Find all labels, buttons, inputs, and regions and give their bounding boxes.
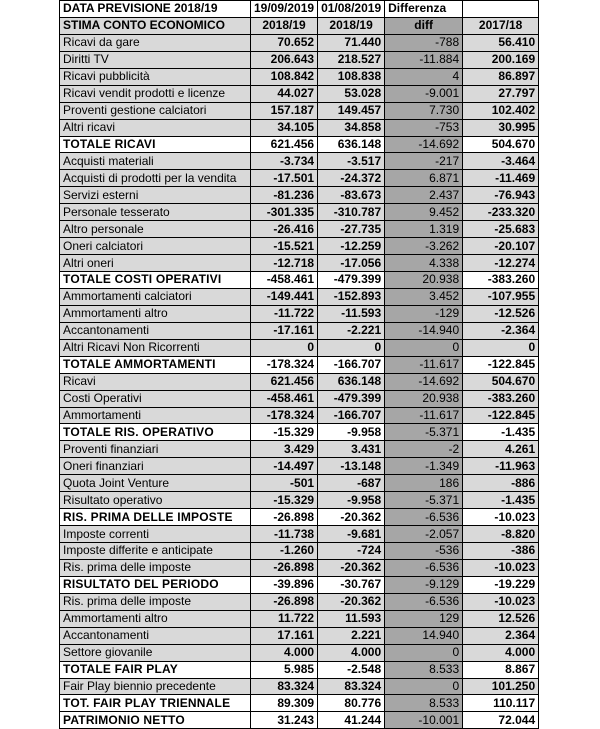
value-difference: -14.692 — [385, 373, 463, 390]
value-difference: -11.884 — [385, 51, 463, 68]
value-forecast: -26.898 — [251, 593, 318, 610]
value-prior-year: 504.670 — [463, 136, 539, 153]
table-row — [60, 526, 539, 543]
row-label: Servizi esterni — [60, 187, 251, 204]
value-difference: 20.938 — [385, 390, 463, 407]
value-difference: -9.129 — [385, 576, 463, 593]
value-forecast: -11.722 — [251, 305, 318, 322]
value-difference: 6.871 — [385, 170, 463, 187]
value-forecast: -17.501 — [251, 170, 318, 187]
value-prior-year: -1.435 — [463, 492, 539, 509]
value-difference: 1.319 — [385, 221, 463, 238]
table-row — [60, 119, 539, 136]
value-forecast: -26.898 — [251, 509, 318, 526]
value-forecast: -458.461 — [251, 390, 318, 407]
value-prior-year: -386 — [463, 543, 539, 560]
title-label: DATA PREVISIONE 2018/19 — [60, 1, 251, 18]
value-previous: 11.593 — [318, 610, 385, 627]
table-row — [60, 153, 539, 170]
value-forecast: -15.329 — [251, 492, 318, 509]
value-forecast: -15.329 — [251, 424, 318, 441]
row-label: Ammortamenti calciatori — [60, 288, 251, 305]
table-row — [60, 221, 539, 238]
value-prior-year: 86.897 — [463, 68, 539, 85]
value-prior-year: -383.260 — [463, 272, 539, 289]
value-previous: 0 — [318, 339, 385, 356]
row-label: Accantonamenti — [60, 627, 251, 644]
value-difference: 3.452 — [385, 288, 463, 305]
value-forecast: 31.243 — [251, 712, 318, 729]
value-prior-year: 27.797 — [463, 85, 539, 102]
row-label: RISULTATO DEL PERIODO — [60, 576, 251, 593]
table-row — [60, 322, 539, 339]
table-row — [60, 102, 539, 119]
value-previous: 2.221 — [318, 627, 385, 644]
value-prior-year: -11.963 — [463, 458, 539, 475]
total-row — [60, 272, 539, 289]
value-prior-year: -886 — [463, 475, 539, 492]
value-previous: 41.244 — [318, 712, 385, 729]
value-previous: -11.593 — [318, 305, 385, 322]
value-prior-year: -383.260 — [463, 390, 539, 407]
value-previous: -83.673 — [318, 187, 385, 204]
value-prior-year: 8.867 — [463, 661, 539, 678]
value-difference: -6.536 — [385, 593, 463, 610]
table-row — [60, 51, 539, 68]
value-difference: -6.536 — [385, 509, 463, 526]
value-forecast: -11.738 — [251, 526, 318, 543]
row-label: Oneri calciatori — [60, 238, 251, 255]
row-label: Risultato operativo — [60, 492, 251, 509]
value-difference: -1.349 — [385, 458, 463, 475]
table-row — [60, 610, 539, 627]
row-label: Personale tesserato — [60, 204, 251, 221]
value-previous: -310.787 — [318, 204, 385, 221]
value-previous: -20.362 — [318, 593, 385, 610]
value-forecast: 17.161 — [251, 627, 318, 644]
value-difference: -14.940 — [385, 322, 463, 339]
table-row — [60, 475, 539, 492]
row-label: Altri oneri — [60, 255, 251, 272]
value-previous: -479.399 — [318, 272, 385, 289]
header-row — [60, 17, 539, 34]
value-previous: -24.372 — [318, 170, 385, 187]
value-previous: -3.517 — [318, 153, 385, 170]
value-difference: -9.001 — [385, 85, 463, 102]
value-difference: -129 — [385, 305, 463, 322]
table-row — [60, 627, 539, 644]
value-difference: -5.371 — [385, 424, 463, 441]
row-label: Proventi gestione calciatori — [60, 102, 251, 119]
row-label: Ricavi da gare — [60, 34, 251, 51]
value-prior-year: -12.526 — [463, 305, 539, 322]
value-difference: 129 — [385, 610, 463, 627]
value-prior-year: 72.044 — [463, 712, 539, 729]
row-label: TOTALE COSTI OPERATIVI — [60, 272, 251, 289]
value-previous: -479.399 — [318, 390, 385, 407]
total-row — [60, 712, 539, 729]
row-label: Fair Play biennio precedente — [60, 678, 251, 695]
value-difference: -6.536 — [385, 559, 463, 576]
value-difference: 8.533 — [385, 661, 463, 678]
value-difference: -3.262 — [385, 238, 463, 255]
value-previous: -17.056 — [318, 255, 385, 272]
row-label: PATRIMONIO NETTO — [60, 712, 251, 729]
total-row — [60, 136, 539, 153]
value-prior-year: 30.995 — [463, 119, 539, 136]
value-forecast: -81.236 — [251, 187, 318, 204]
table-row — [60, 593, 539, 610]
value-forecast: -17.161 — [251, 322, 318, 339]
value-difference: 8.533 — [385, 695, 463, 712]
value-prior-year: -233.320 — [463, 204, 539, 221]
value-prior-year: -10.023 — [463, 559, 539, 576]
value-previous: -9.681 — [318, 526, 385, 543]
table-row — [60, 187, 539, 204]
value-previous: -724 — [318, 543, 385, 560]
value-difference: 0 — [385, 644, 463, 661]
value-prior-year: -122.845 — [463, 356, 539, 373]
value-prior-year: 110.117 — [463, 695, 539, 712]
row-label: Ricavi — [60, 373, 251, 390]
row-label: Imposte correnti — [60, 526, 251, 543]
value-difference: -11.617 — [385, 356, 463, 373]
value-forecast: -39.896 — [251, 576, 318, 593]
table-row — [60, 34, 539, 51]
value-prior-year: 101.250 — [463, 678, 539, 695]
value-forecast: -178.324 — [251, 356, 318, 373]
value-forecast: 4.000 — [251, 644, 318, 661]
value-difference: -753 — [385, 119, 463, 136]
table-row — [60, 305, 539, 322]
value-previous: 149.457 — [318, 102, 385, 119]
value-prior-year: -10.023 — [463, 509, 539, 526]
value-prior-year: -3.464 — [463, 153, 539, 170]
value-prior-year: -2.364 — [463, 322, 539, 339]
value-prior-year: 102.402 — [463, 102, 539, 119]
value-difference: 20.938 — [385, 272, 463, 289]
total-row — [60, 509, 539, 526]
title-row — [60, 1, 539, 18]
table-row — [60, 85, 539, 102]
table-row — [60, 204, 539, 221]
value-prior-year: 56.410 — [463, 34, 539, 51]
value-prior-year: -8.820 — [463, 526, 539, 543]
row-label: Ricavi pubblicità — [60, 68, 251, 85]
total-row — [60, 661, 539, 678]
table-row — [60, 559, 539, 576]
total-row — [60, 424, 539, 441]
value-prior-year: 504.670 — [463, 373, 539, 390]
value-difference: -788 — [385, 34, 463, 51]
value-previous: -687 — [318, 475, 385, 492]
value-previous: 636.148 — [318, 136, 385, 153]
value-previous: 3.431 — [318, 441, 385, 458]
row-label: Oneri finanziari — [60, 458, 251, 475]
value-prior-year: -76.943 — [463, 187, 539, 204]
row-label: Ris. prima delle imposte — [60, 559, 251, 576]
table-row — [60, 543, 539, 560]
header-label: STIMA CONTO ECONOMICO — [60, 17, 251, 34]
value-prior-year: -122.845 — [463, 407, 539, 424]
value-previous: 83.324 — [318, 678, 385, 695]
value-previous: -27.735 — [318, 221, 385, 238]
value-prior-year: -11.469 — [463, 170, 539, 187]
value-forecast: -14.497 — [251, 458, 318, 475]
value-previous: -20.362 — [318, 559, 385, 576]
value-previous: 108.838 — [318, 68, 385, 85]
value-forecast: -1.260 — [251, 543, 318, 560]
table-row — [60, 288, 539, 305]
value-forecast: 206.643 — [251, 51, 318, 68]
value-difference: -5.371 — [385, 492, 463, 509]
total-row — [60, 576, 539, 593]
value-forecast: -15.521 — [251, 238, 318, 255]
row-label: TOTALE AMMORTAMENTI — [60, 356, 251, 373]
value-difference: 0 — [385, 678, 463, 695]
value-prior-year: 200.169 — [463, 51, 539, 68]
table-row — [60, 441, 539, 458]
value-forecast: -458.461 — [251, 272, 318, 289]
value-previous: -30.767 — [318, 576, 385, 593]
value-prior-year: 4.000 — [463, 644, 539, 661]
value-difference: 4 — [385, 68, 463, 85]
title-difference: Differenza — [385, 1, 463, 18]
table-row — [60, 238, 539, 255]
value-forecast: 0 — [251, 339, 318, 356]
value-previous: 71.440 — [318, 34, 385, 51]
value-previous: -166.707 — [318, 356, 385, 373]
value-difference: -217 — [385, 153, 463, 170]
value-forecast: -301.335 — [251, 204, 318, 221]
value-difference: -10.001 — [385, 712, 463, 729]
row-label: Acquisti materiali — [60, 153, 251, 170]
value-difference: 9.452 — [385, 204, 463, 221]
table-row — [60, 458, 539, 475]
table-row — [60, 644, 539, 661]
value-prior-year: -12.274 — [463, 255, 539, 272]
value-difference: -536 — [385, 543, 463, 560]
row-label: Settore giovanile — [60, 644, 251, 661]
row-label: Diritti TV — [60, 51, 251, 68]
value-forecast: 70.652 — [251, 34, 318, 51]
value-previous: 4.000 — [318, 644, 385, 661]
value-prior-year: -10.023 — [463, 593, 539, 610]
row-label: TOT. FAIR PLAY TRIENNALE — [60, 695, 251, 712]
row-label: Altri ricavi — [60, 119, 251, 136]
value-difference: -14.692 — [385, 136, 463, 153]
value-forecast: 89.309 — [251, 695, 318, 712]
value-forecast: 34.105 — [251, 119, 318, 136]
value-forecast: -26.416 — [251, 221, 318, 238]
value-forecast: 44.027 — [251, 85, 318, 102]
value-forecast: 3.429 — [251, 441, 318, 458]
row-label: Accantonamenti — [60, 322, 251, 339]
row-label: Quota Joint Venture — [60, 475, 251, 492]
value-prior-year: 0 — [463, 339, 539, 356]
value-previous: 80.776 — [318, 695, 385, 712]
header-col-2: 2018/19 — [318, 17, 385, 34]
value-forecast: -178.324 — [251, 407, 318, 424]
table-row — [60, 390, 539, 407]
row-label: Altri Ricavi Non Ricorrenti — [60, 339, 251, 356]
title-date-2: 01/08/2019 — [318, 1, 385, 18]
total-row — [60, 695, 539, 712]
value-forecast: 108.842 — [251, 68, 318, 85]
row-label: Ammortamenti altro — [60, 305, 251, 322]
row-label: Proventi finanziari — [60, 441, 251, 458]
value-previous: -9.958 — [318, 492, 385, 509]
value-forecast: 11.722 — [251, 610, 318, 627]
value-previous: 53.028 — [318, 85, 385, 102]
value-difference: 186 — [385, 475, 463, 492]
value-forecast: -501 — [251, 475, 318, 492]
value-previous: -152.893 — [318, 288, 385, 305]
table-row — [60, 407, 539, 424]
row-label: TOTALE RIS. OPERATIVO — [60, 424, 251, 441]
table-row — [60, 373, 539, 390]
value-difference: 7.730 — [385, 102, 463, 119]
row-label: TOTALE RICAVI — [60, 136, 251, 153]
value-difference: 14.940 — [385, 627, 463, 644]
row-label: Ris. prima delle imposte — [60, 593, 251, 610]
value-prior-year: -19.229 — [463, 576, 539, 593]
value-prior-year: 4.261 — [463, 441, 539, 458]
value-forecast: 621.456 — [251, 136, 318, 153]
header-col-diff: diff — [385, 17, 463, 34]
value-previous: -20.362 — [318, 509, 385, 526]
value-forecast: -149.441 — [251, 288, 318, 305]
row-label: Costi Operativi — [60, 390, 251, 407]
value-prior-year: 12.526 — [463, 610, 539, 627]
value-prior-year: 2.364 — [463, 627, 539, 644]
total-row — [60, 356, 539, 373]
row-label: Altro personale — [60, 221, 251, 238]
header-col-1: 2018/19 — [251, 17, 318, 34]
value-previous: -13.148 — [318, 458, 385, 475]
value-difference: 4.338 — [385, 255, 463, 272]
value-forecast: -12.718 — [251, 255, 318, 272]
value-prior-year: -25.683 — [463, 221, 539, 238]
row-label: Ammortamenti altro — [60, 610, 251, 627]
value-prior-year: -20.107 — [463, 238, 539, 255]
title-date-1: 19/09/2019 — [251, 1, 318, 18]
value-forecast: 5.985 — [251, 661, 318, 678]
value-difference: 2.437 — [385, 187, 463, 204]
value-prior-year: -1.435 — [463, 424, 539, 441]
value-previous: 34.858 — [318, 119, 385, 136]
table-row — [60, 492, 539, 509]
row-label: Ricavi vendit prodotti e licenze — [60, 85, 251, 102]
value-previous: -2.548 — [318, 661, 385, 678]
value-forecast: -26.898 — [251, 559, 318, 576]
value-prior-year: -107.955 — [463, 288, 539, 305]
row-label: Acquisti di prodotti per la vendita — [60, 170, 251, 187]
row-label: Ammortamenti — [60, 407, 251, 424]
value-difference: -2.057 — [385, 526, 463, 543]
value-previous: -9.958 — [318, 424, 385, 441]
value-difference: -2 — [385, 441, 463, 458]
table-row — [60, 339, 539, 356]
row-label: RIS. PRIMA DELLE IMPOSTE — [60, 509, 251, 526]
value-difference: 0 — [385, 339, 463, 356]
table-row — [60, 68, 539, 85]
value-previous: -12.259 — [318, 238, 385, 255]
value-previous: 636.148 — [318, 373, 385, 390]
income-statement-table — [59, 0, 539, 729]
value-previous: -166.707 — [318, 407, 385, 424]
table-row — [60, 678, 539, 695]
value-previous: -2.221 — [318, 322, 385, 339]
header-col-4: 2017/18 — [463, 17, 539, 34]
value-forecast: 157.187 — [251, 102, 318, 119]
value-forecast: -3.734 — [251, 153, 318, 170]
row-label: TOTALE FAIR PLAY — [60, 661, 251, 678]
title-empty — [463, 1, 539, 18]
value-forecast: 621.456 — [251, 373, 318, 390]
table-row — [60, 170, 539, 187]
value-difference: -11.617 — [385, 407, 463, 424]
row-label: Imposte differite e anticipate — [60, 543, 251, 560]
table-row — [60, 255, 539, 272]
value-forecast: 83.324 — [251, 678, 318, 695]
value-previous: 218.527 — [318, 51, 385, 68]
